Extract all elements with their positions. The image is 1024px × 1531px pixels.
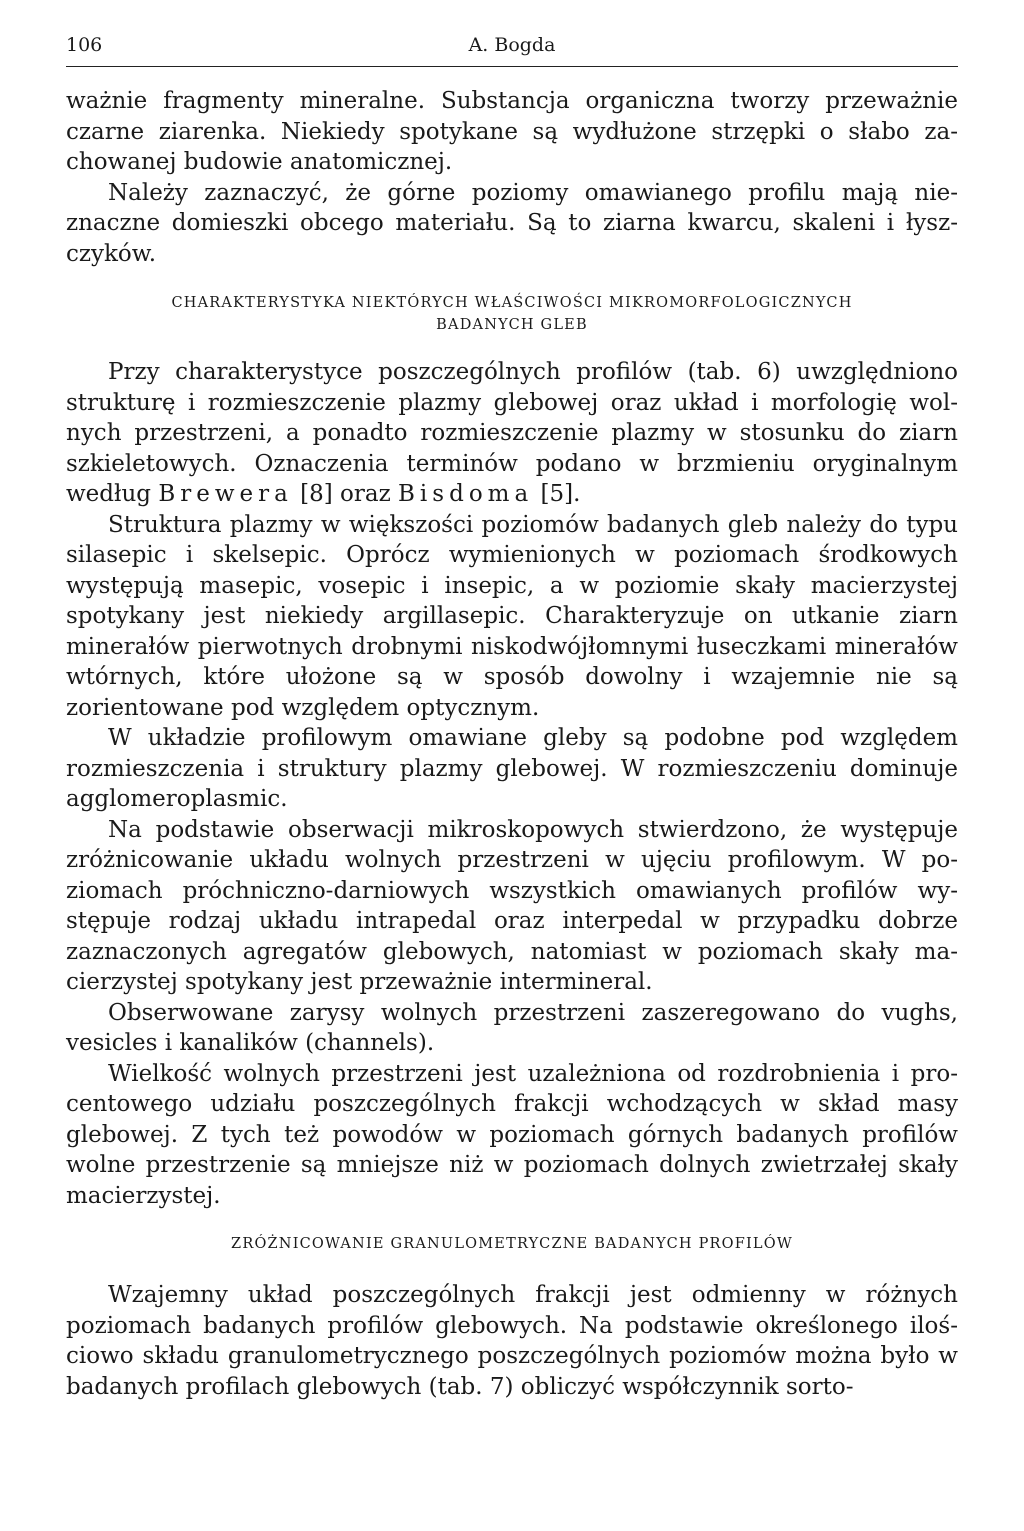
paragraph: W układzie profilowym omawiane gleby są podobne pod względem rozmieszczenia i struktury plazmy glebowej. W rozmieszczeniu dominuje agglomeroplasmic. [66,725,958,812]
page-header [66,30,958,67]
paragraph: Wzajemny układ poszczególnych frakcji jest odmienny w różnych poziomach badanych profilów glebowych. Na podstawie określonego ilościowo składu granulometrycznego poszczególnych poziomów można było w badanych profilach glebowych (tab. 7) obliczyć współczynnik sorto- [66,1282,958,1400]
section-heading [66,292,958,336]
section-heading-line: CHARAKTERYSTYKA NIEKTÓRYCH WŁAŚCIWOŚCI MIKROMORFOLOGICZNYCH [171,295,853,311]
paragraph-text: Przy charakterystyce poszczególnych profilów (tab. 6) uwzględniono strukturę i rozmieszczenie plazmy glebowej oraz układ i morfologię wolnych przestrzeni, a ponadto rozmieszczenie plazmy w stosunku do ziarn szkieletowych. Oznaczenia terminów podano w brzmieniu oryginalnym według [66,359,958,507]
paragraph-text: [5]. [540,481,581,507]
paragraph [66,357,958,510]
paragraph-continuation: ważnie fragmenty mineralne. Substancja organiczna tworzy przeważnie czarne ziarenka. Niekiedy spotykane są wydłużone strzępki o słabo zachowanej budowie anatomicznej. [66,88,958,175]
section-heading: ZRÓŻNICOWANIE GRANULOMETRYCZNE BADANYCH PROFILÓW [231,1236,793,1252]
paragraph: Należy zaznaczyć, że górne poziomy omawianego profilu mają nieznaczne domieszki obcego materiału. Są to ziarna kwarcu, skaleni i łyszczyków. [66,179,958,267]
section-heading-line: BADANYCH GLEB [436,317,588,333]
page-number: 106 [66,34,103,56]
author-name-bisdom: Bisdoma [398,481,534,507]
paragraph: Obserwowane zarysy wolnych przestrzeni zaszeregowano do vughs, vesicles i kanalików (channels). [66,999,958,1056]
running-head: A. Bogda [468,34,556,56]
paragraph: Na podstawie obserwacji mikroskopowych stwierdzono, że występuje zróżnicowanie układu wolnych przestrzeni w ujęciu profilowym. W poziomach próchniczno-darniowych wszystkich omawianych profilów występuje rodzaj układu intrapedal oraz interpedal w przypadku dobrze zaznaczonych agregatów glebowych, natomiast w poziomach skały macierzystej spotykany jest przeważnie intermineral. [66,816,958,995]
paragraph: Struktura plazmy w większości poziomów badanych gleb należy do typu silasepic i skelsepic. Oprócz wymienionych w poziomach środkowych występują masepic, vosepic i insepic, a w poziomie skały macierzystej spotykany jest niekiedy argillasepic. Charakteryzuje on utkanie ziarn minerałów pierwotnych drobnymi niskodwójłomnymi łuseczkami minerałów wtórnych, które ułożone są w sposób dowolny i wzajemnie nie są zorientowane pod względem optycznym. [66,511,958,721]
author-name-brewer: Brewera [158,481,293,507]
paragraph-text: [8] oraz [300,481,391,507]
text-body [66,86,958,1402]
paragraph: Wielkość wolnych przestrzeni jest uzależniona od rozdrobnienia i procentowego udziału poszczególnych frakcji wchodzących w skład masy glebowej. Z tych też powodów w poziomach górnych badanych profilów wolne przestrzenie są mniejsze niż w poziomach dolnych zwietrzałej skały macierzystej. [66,1060,958,1209]
